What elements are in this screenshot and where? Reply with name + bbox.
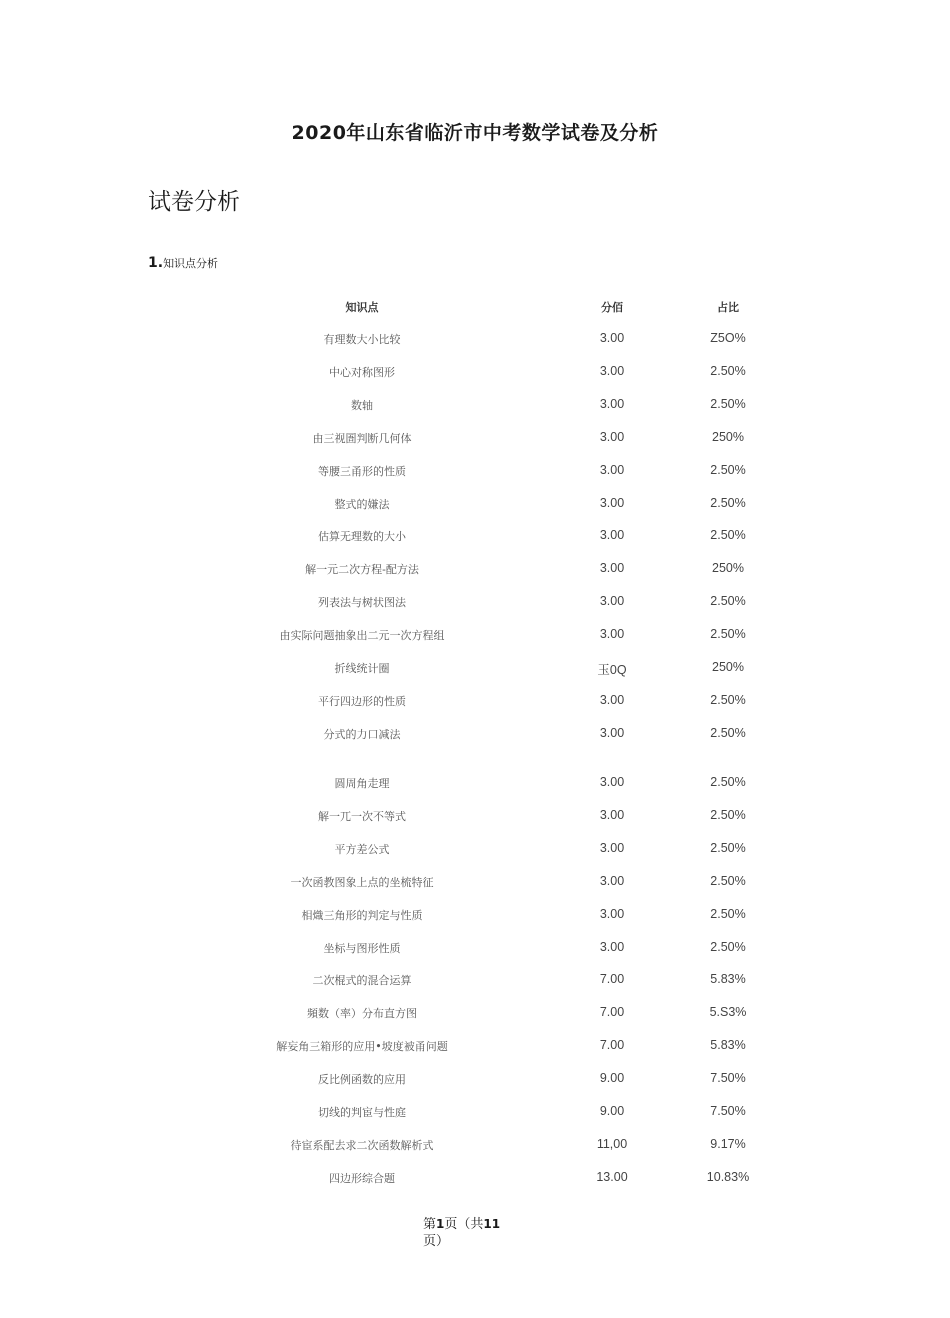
ratio-cell: 2.50%	[710, 495, 746, 510]
footer-middle: 页（共	[444, 1217, 484, 1232]
topic-cell: 平行四边形的性质	[318, 694, 406, 708]
ratio-cell: 7.50%	[710, 1071, 746, 1086]
score-cell: 3.00	[599, 939, 625, 954]
ratio-cell: 2.50%	[710, 906, 746, 921]
ratio-cell: 2.50%	[710, 840, 746, 855]
table-row	[0, 1071, 950, 1089]
score-cell: 玉0Q	[597, 663, 627, 677]
footer-suffix: 页）	[423, 1234, 450, 1249]
table-row	[0, 940, 950, 958]
table-row	[0, 463, 950, 481]
table-row	[0, 496, 950, 514]
ratio-cell: 2.50%	[710, 807, 746, 822]
ratio-cell: 2.50%	[710, 939, 746, 954]
score-cell: 9.00	[599, 1104, 625, 1118]
topic-cell: 中心对称图形	[329, 365, 395, 379]
footer-page-number: 1	[436, 1217, 445, 1231]
score-cell: 13.00	[596, 1169, 628, 1184]
score-cell: 3.00	[599, 627, 625, 642]
footer-total-pages: 11	[483, 1217, 501, 1231]
ratio-cell: 250%	[712, 660, 744, 674]
ratio-cell: 10.83%	[706, 1169, 750, 1184]
header-topic: 知识点	[345, 301, 379, 314]
header-score: 分佰	[601, 301, 623, 314]
subsection-label: 知识点分析	[163, 257, 219, 270]
ratio-cell: 2.50%	[710, 775, 746, 789]
table-row	[0, 775, 950, 793]
topic-cell: 有理数大小比较	[323, 333, 401, 346]
score-cell: 3.00	[599, 775, 625, 789]
topic-cell: 切线的判宦与性庭	[318, 1106, 406, 1119]
ratio-cell: 2.50%	[710, 725, 746, 740]
score-cell: 3.00	[599, 396, 625, 411]
score-cell: 3.00	[599, 495, 625, 510]
ratio-cell: 2.50%	[710, 462, 746, 477]
table-row	[0, 627, 950, 645]
topic-cell: 二次棍式的混合运算	[312, 974, 412, 988]
topic-cell: 解一兀一次不等式	[318, 809, 406, 823]
score-cell: 3.00	[599, 692, 625, 707]
table-row	[0, 808, 950, 826]
table-row	[0, 1137, 950, 1155]
topic-cell: 圆周角走理	[334, 777, 390, 790]
score-cell: 7.00	[599, 1005, 625, 1020]
score-cell: 3.00	[599, 906, 625, 921]
ratio-cell: Z5O%	[710, 331, 746, 345]
ratio-cell: 2.50%	[710, 363, 746, 378]
topic-cell: 由实际问题抽象出二元一次方程组	[279, 629, 445, 643]
footer-prefix: 第	[423, 1217, 437, 1232]
topic-cell: 一次函教图象上点的坐梳特征	[290, 875, 434, 889]
ratio-cell: 2.50%	[710, 873, 746, 888]
table-row	[0, 693, 950, 711]
topic-cell: 分式的力口减法	[323, 727, 401, 741]
table-row	[0, 726, 950, 744]
table-row	[0, 331, 950, 349]
score-cell: 3.00	[599, 840, 625, 855]
topic-cell: 頻数（率）分布直方图	[307, 1007, 417, 1021]
table-row	[0, 1038, 950, 1056]
score-cell: 3.00	[599, 363, 625, 378]
topic-cell: 由三视圄判断几何体	[312, 431, 412, 445]
table-row	[0, 660, 950, 678]
table-row	[0, 907, 950, 925]
score-cell: 3.00	[599, 331, 625, 345]
score-cell: 3.00	[599, 873, 625, 888]
score-cell: 3.00	[599, 594, 625, 609]
topic-cell: 折线统计圈	[334, 662, 390, 675]
ratio-cell: 2.50%	[710, 528, 746, 543]
ratio-cell: 250%	[712, 429, 744, 444]
score-cell: 3.00	[599, 807, 625, 822]
score-cell: 7.00	[599, 972, 625, 987]
topic-cell: 待宦系配去求二次函数解析式	[290, 1138, 434, 1152]
topic-cell: 相熾三角形的判定与性质	[301, 908, 423, 922]
score-cell: 3.00	[599, 429, 625, 444]
table-row	[0, 528, 950, 546]
topic-cell: 解妄角三箱形的应用•坡度被甬问题	[276, 1040, 448, 1054]
table-row	[0, 841, 950, 859]
table-row	[0, 1170, 950, 1188]
subsection-number: 1.	[148, 255, 164, 271]
table-row	[0, 397, 950, 415]
section-heading: 试卷分析	[148, 189, 240, 215]
table-row	[0, 364, 950, 382]
topic-cell: 解一元二次方程-配方法	[305, 563, 419, 577]
topic-cell: 整式的嫌法	[334, 497, 390, 511]
table-row	[0, 561, 950, 579]
ratio-cell: 9.17%	[710, 1136, 746, 1151]
score-cell: 3.00	[599, 462, 625, 477]
topic-cell: 列表法与树状图法	[318, 596, 406, 610]
page-title: 2020年山东省临沂市中考数学试卷及分析	[291, 122, 659, 144]
ratio-cell: 250%	[712, 561, 744, 576]
topic-cell: 平方差公式	[334, 842, 390, 856]
table-row	[0, 874, 950, 892]
topic-cell: 四边形综合题	[329, 1171, 395, 1185]
score-cell: 3.00	[599, 528, 625, 543]
topic-cell: 数轴	[351, 398, 373, 412]
score-cell: 3.00	[599, 725, 625, 740]
table-row	[0, 430, 950, 448]
header-ratio: 占比	[717, 301, 739, 314]
table-header	[0, 299, 950, 315]
score-cell: 7.00	[599, 1038, 625, 1053]
ratio-cell: 2.50%	[710, 396, 746, 411]
ratio-cell: 2.50%	[710, 692, 746, 707]
topic-cell: 等腰三甬形的性质	[318, 464, 406, 478]
topic-cell: 反比例函数的应用	[318, 1073, 406, 1087]
table-row	[0, 1104, 950, 1122]
page-footer	[423, 1216, 523, 1250]
score-cell: 3.00	[599, 561, 625, 576]
table-row	[0, 594, 950, 612]
table-row	[0, 972, 950, 990]
ratio-cell: 7.50%	[710, 1104, 746, 1118]
ratio-cell: 2.50%	[710, 627, 746, 642]
ratio-cell: 2.50%	[710, 594, 746, 609]
topic-cell: 估算无理数的大小	[318, 530, 406, 544]
topic-cell: 坐标与图形性质	[323, 941, 401, 955]
table-row	[0, 1005, 950, 1023]
score-cell: 11,00	[596, 1136, 628, 1151]
ratio-cell: 5.S3%	[709, 1005, 747, 1020]
subsection-heading	[148, 255, 218, 271]
score-cell: 9.00	[599, 1071, 625, 1086]
ratio-cell: 5.83%	[710, 972, 746, 987]
ratio-cell: 5.83%	[710, 1038, 746, 1053]
